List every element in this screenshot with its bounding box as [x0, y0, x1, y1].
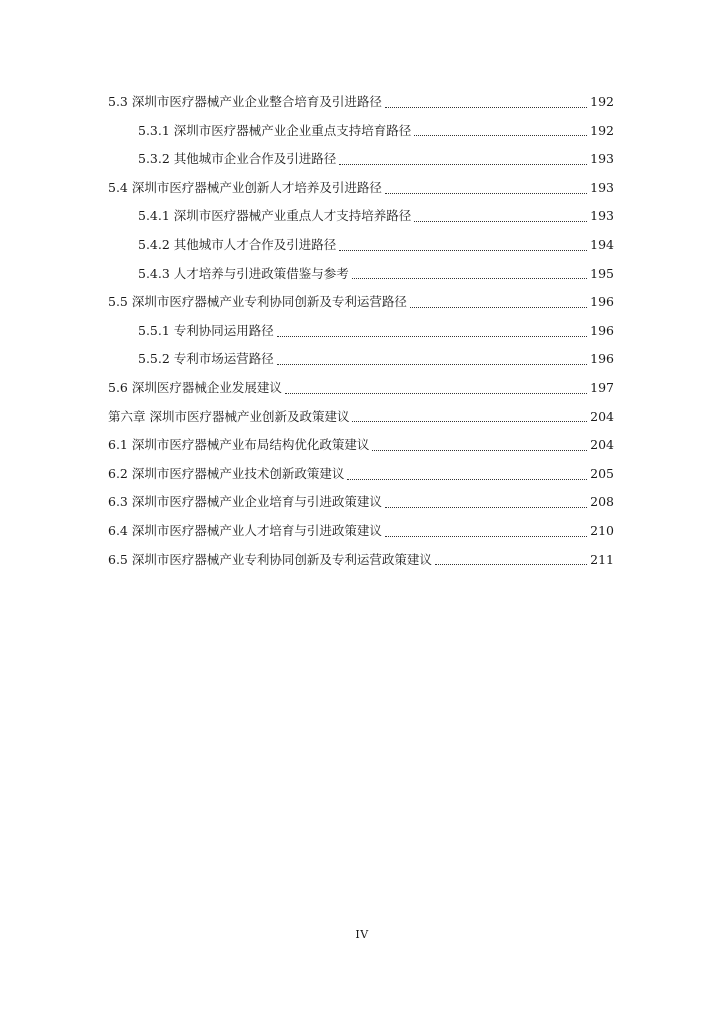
toc-entry-title: 5.5.2 专利市场运营路径	[138, 351, 274, 367]
table-of-contents	[108, 88, 614, 574]
toc-entry-page: 210	[590, 522, 614, 538]
toc-entry-title: 6.4 深圳市医疗器械产业人才培育与引进政策建议	[108, 522, 382, 538]
toc-dot-leader	[372, 449, 587, 451]
toc-entry-title: 5.4.3 人才培养与引进政策借鉴与参考	[138, 265, 349, 281]
toc-entry[interactable]	[108, 145, 614, 174]
toc-entry[interactable]	[108, 460, 614, 489]
toc-entry-title: 5.3.2 其他城市企业合作及引进路径	[138, 151, 337, 167]
toc-dot-leader	[385, 506, 587, 508]
toc-dot-leader	[385, 535, 587, 537]
toc-dot-leader	[339, 249, 587, 251]
toc-entry[interactable]	[108, 260, 614, 289]
toc-entry[interactable]	[108, 374, 614, 403]
toc-entry-page: 193	[590, 151, 614, 167]
toc-entry[interactable]	[108, 88, 614, 117]
toc-entry-title: 第六章 深圳市医疗器械产业创新及政策建议	[108, 408, 350, 424]
toc-dot-leader	[285, 392, 587, 394]
toc-entry-title: 6.1 深圳市医疗器械产业布局结构优化政策建议	[108, 437, 370, 453]
toc-entry-page: 197	[590, 379, 614, 395]
toc-entry[interactable]	[108, 517, 614, 546]
toc-entry-page: 196	[590, 294, 614, 310]
toc-entry-page: 195	[590, 265, 614, 281]
toc-entry-page: 194	[590, 237, 614, 253]
toc-entry-page: 193	[590, 208, 614, 224]
toc-entry-page: 205	[590, 465, 614, 481]
toc-entry[interactable]	[108, 431, 614, 460]
toc-entry-title: 6.3 深圳市医疗器械产业企业培育与引进政策建议	[108, 494, 382, 510]
toc-entry[interactable]	[108, 174, 614, 203]
toc-dot-leader	[385, 192, 587, 194]
toc-entry[interactable]	[108, 288, 614, 317]
toc-entry-page: 204	[590, 408, 614, 424]
toc-entry-page: 211	[590, 551, 614, 567]
toc-entry-title: 5.5.1 专利协同运用路径	[138, 322, 274, 338]
toc-entry[interactable]	[108, 403, 614, 432]
toc-dot-leader	[352, 277, 587, 279]
toc-entry-title: 6.2 深圳市医疗器械产业技术创新政策建议	[108, 465, 345, 481]
toc-entry[interactable]	[108, 317, 614, 346]
toc-dot-leader	[352, 420, 587, 422]
toc-entry[interactable]	[108, 546, 614, 575]
toc-entry-title: 5.4.1 深圳市医疗器械产业重点人才支持培养路径	[138, 208, 412, 224]
toc-dot-leader	[385, 106, 587, 108]
toc-dot-leader	[347, 478, 587, 480]
toc-entry-title: 5.6 深圳医疗器械企业发展建议	[108, 379, 282, 395]
toc-entry-page: 192	[590, 94, 614, 110]
toc-entry-page: 193	[590, 179, 614, 195]
toc-entry[interactable]	[108, 345, 614, 374]
toc-entry[interactable]	[108, 117, 614, 146]
toc-dot-leader	[414, 134, 587, 136]
toc-entry-page: 208	[590, 494, 614, 510]
toc-entry[interactable]	[108, 488, 614, 517]
page-number: IV	[355, 928, 369, 941]
toc-entry-page: 204	[590, 437, 614, 453]
toc-entry[interactable]	[108, 231, 614, 260]
toc-entry[interactable]	[108, 202, 614, 231]
toc-dot-leader	[410, 306, 587, 308]
toc-entry-title: 5.3.1 深圳市医疗器械产业企业重点支持培育路径	[138, 122, 412, 138]
toc-entry-title: 5.4.2 其他城市人才合作及引进路径	[138, 237, 337, 253]
toc-dot-leader	[339, 163, 587, 165]
toc-dot-leader	[435, 563, 587, 565]
toc-entry-page: 196	[590, 351, 614, 367]
toc-dot-leader	[277, 363, 587, 365]
toc-dot-leader	[277, 335, 587, 337]
toc-entry-title: 5.5 深圳市医疗器械产业专利协同创新及专利运营路径	[108, 294, 407, 310]
toc-entry-title: 5.4 深圳市医疗器械产业创新人才培养及引进路径	[108, 179, 382, 195]
toc-entry-title: 6.5 深圳市医疗器械产业专利协同创新及专利运营政策建议	[108, 551, 432, 567]
toc-entry-title: 5.3 深圳市医疗器械产业企业整合培育及引进路径	[108, 94, 382, 110]
toc-dot-leader	[414, 220, 587, 222]
toc-entry-page: 192	[590, 122, 614, 138]
toc-entry-page: 196	[590, 322, 614, 338]
